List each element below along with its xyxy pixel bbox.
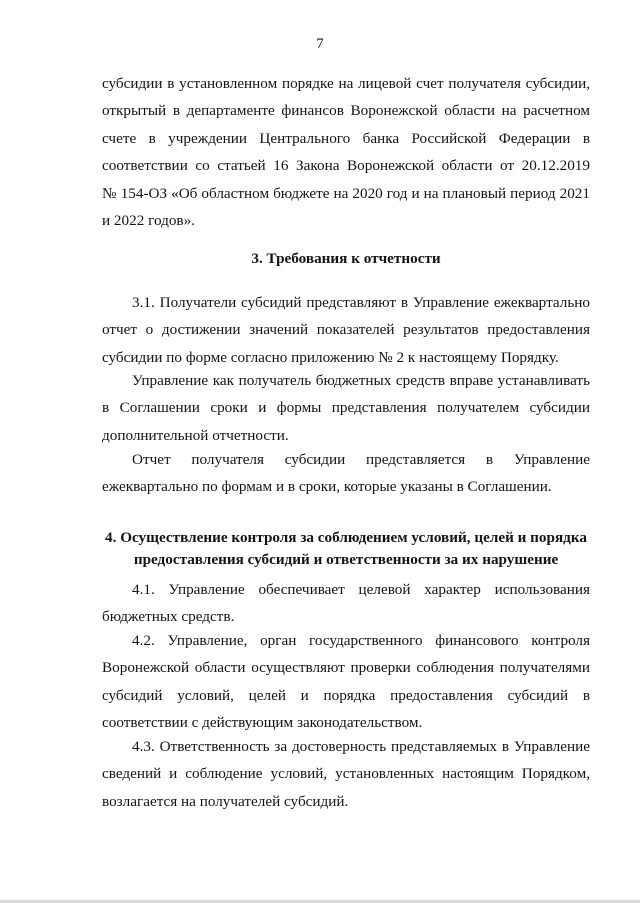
text-line: Воронежской области осуществляют проверки соблюдения получателями xyxy=(102,659,590,677)
text-line: и 2022 годов». xyxy=(102,211,195,229)
heading-line: предоставления субсидий и ответственности за их нарушение xyxy=(133,551,559,568)
paragraph-3-1 xyxy=(102,289,590,371)
section-3-heading xyxy=(102,248,590,270)
intro-paragraph xyxy=(102,70,590,234)
heading-line: 4. Осуществление контроля за соблюдением условий, целей и порядка xyxy=(105,529,587,546)
text-line: субсидии по форме согласно приложению № 2 к настоящему Порядку. xyxy=(102,348,559,366)
paragraph-additional-reporting xyxy=(102,367,590,449)
text-line: возлагается на получателей субсидий. xyxy=(102,792,349,810)
text-line: 3.1. Получатели субсидий представляют в Управление ежеквартально xyxy=(132,294,590,311)
text-line: Управление как получатель бюджетных средств вправе устанавливать xyxy=(132,372,590,389)
text-line: 4.1. Управление обеспечивает целевой характер использования xyxy=(132,581,590,598)
text-line: отчет о достижении значений показателей результатов предоставления xyxy=(102,321,590,339)
text-line: дополнительной отчетности. xyxy=(102,426,289,444)
text-line: ежеквартально по формам и в сроки, которые указаны в Соглашении. xyxy=(102,478,552,496)
heading-line: 3. Требования к отчетности xyxy=(251,250,441,267)
text-line: № 154-ОЗ «Об областном бюджете на 2020 год и на плановый период 2021 xyxy=(102,184,590,202)
text-line: соответствии со статьей 16 Закона Воронежской области от 20.12.2019 xyxy=(102,157,590,175)
paragraph-4-3 xyxy=(102,733,590,815)
text-line: 4.2. Управление, орган государственного финансового контроля xyxy=(132,632,590,649)
page-number: 7 xyxy=(316,36,324,52)
text-line: в Соглашении сроки и формы представления получателем субсидии xyxy=(102,399,590,417)
text-line: соответствии с действующим законодательством. xyxy=(102,714,423,732)
paragraph-4-2 xyxy=(102,627,590,737)
text-line: субсидий условий, целей и порядка предоставления субсидий в xyxy=(102,686,590,704)
paragraph-report-submission xyxy=(102,446,590,501)
text-line: Отчет получателя субсидии представляется в Управление xyxy=(132,451,590,468)
text-line: счете в учреждении Центрального банка Российской Федерации в xyxy=(102,129,590,147)
paragraph-4-1 xyxy=(102,576,590,631)
text-line: сведений и соблюдение условий, установленных настоящим Порядком, xyxy=(102,765,590,783)
text-line: субсидии в установленном порядке на лицевой счет получателя субсидии, xyxy=(102,75,590,92)
text-line: 4.3. Ответственность за достоверность представляемых в Управление xyxy=(132,738,590,755)
text-line: открытый в департаменте финансов Воронежской области на расчетном xyxy=(102,102,590,120)
text-line: бюджетных средств. xyxy=(102,608,235,626)
section-4-heading xyxy=(102,527,590,571)
